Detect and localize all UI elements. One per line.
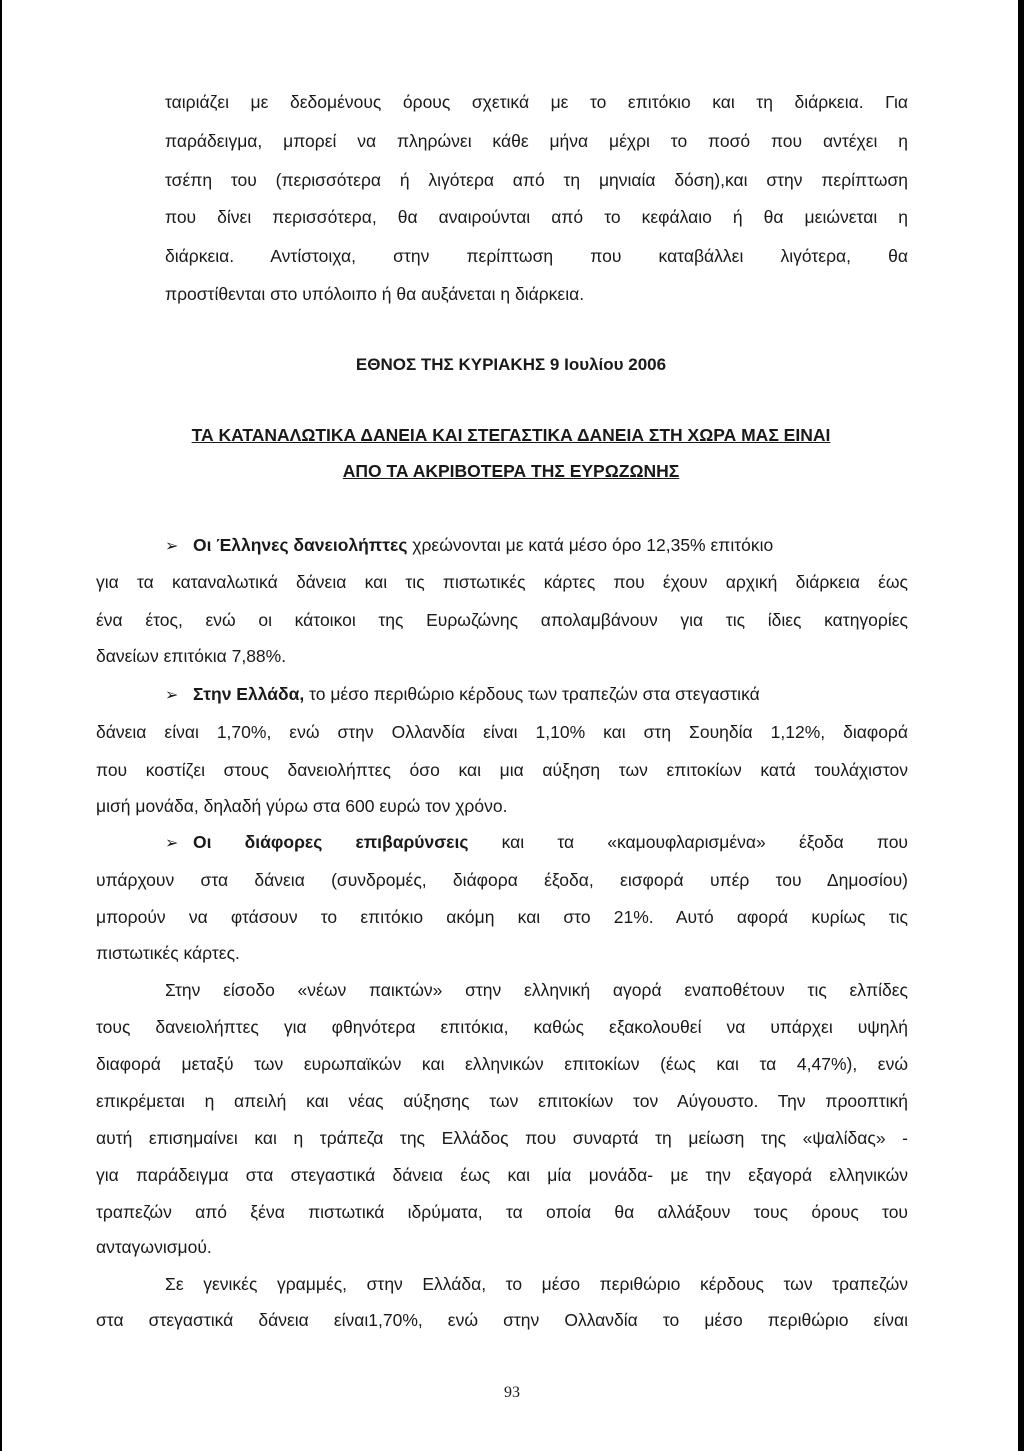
scan-border-left: [0, 0, 2, 1451]
intro-line: τσέπη του (περισσότερα ή λιγότερα από τη μηνιαία δόση),και στην περίπτωση: [165, 170, 908, 190]
intro-line: παράδειγμα, μπορεί να πληρώνει κάθε μήνα μέχρι το ποσό που αντέχει η: [165, 131, 908, 151]
bullet-line: μισή μονάδα, δηλαδή γύρω στα 600 ευρώ τον χρόνο.: [96, 796, 508, 816]
paragraph-line: τραπεζών από ξένα πιστωτικά ιδρύματα, τα οποία θα αλλάξουν τους όρους του: [96, 1202, 908, 1222]
headline-line-1: ΤΑ ΚΑΤΑΝΑΛΩΤΙΚΑ ΔΑΝΕΙΑ ΚΑΙ ΣΤΕΓΑΣΤΙΚΑ ΔΑΝΕΙΑ ΣΤΗ ΧΩΡΑ ΜΑΣ ΕΙΝΑΙ: [191, 425, 831, 445]
paragraph-line: επικρέμεται η απειλή και νέας αύξησης των επιτοκίων τον Αύγουστο. Την προοπτική: [96, 1091, 908, 1111]
bullet-line: δανείων επιτόκια 7,88%.: [96, 646, 287, 666]
paragraph-line: ανταγωνισμού.: [96, 1237, 212, 1257]
source-line: ΕΘΝΟΣ ΤΗΣ ΚΥΡΙΑΚΗΣ 9 Ιουλίου 2006: [355, 355, 667, 374]
bullet-item-first-line: [165, 534, 773, 558]
page-number: 93: [504, 1384, 520, 1401]
intro-line: που δίνει περισσότερα, θα αναιρούνται από το κεφάλαιο ή θα μειώνεται η: [165, 207, 908, 227]
bullet-line: που κοστίζει στους δανειολήπτες όσο και μια αύξηση των επιτοκίων κατά τουλάχιστον: [96, 760, 908, 780]
paragraph-line: Σε γενικές γραμμές, στην Ελλάδα, το μέσο περιθώριο κέρδους των τραπεζών: [165, 1274, 908, 1294]
bullet-line: για τα καταναλωτικά δάνεια και τις πιστωτικές κάρτες που έχουν αρχική διάρκεια έως: [96, 572, 908, 592]
intro-line: ταιριάζει με δεδομένους όρους σχετικά με το επιτόκιο και τη διάρκεια. Για: [165, 92, 908, 112]
bullet-bold-phrase: Στην Ελλάδα,: [193, 684, 305, 704]
bullet-bold-phrase: Οι διάφορες επιβαρύνσεις: [193, 832, 469, 852]
bullet-item-first-line: [165, 683, 760, 707]
headline-line-2: ΑΠΟ ΤΑ ΑΚΡΙΒΟΤΕΡΑ ΤΗΣ ΕΥΡΩΖΩΝΗΣ: [342, 461, 680, 481]
intro-line: διάρκεια. Αντίστοιχα, στην περίπτωση που καταβάλλει λιγότερα, θα: [165, 246, 908, 266]
bullet-text: το μέσο περιθώριο κέρδους των τραπεζών στα στεγαστικά: [304, 684, 760, 704]
paragraph-line: στα στεγαστικά δάνεια είναι1,70%, ενώ στην Ολλανδία το μέσο περιθώριο είναι: [96, 1310, 908, 1330]
bullet-line: δάνεια είναι 1,70%, ενώ στην Ολλανδία είναι 1,10% και στη Σουηδία 1,12%, διαφορά: [96, 722, 908, 742]
paragraph-line: διαφορά μεταξύ των ευρωπαϊκών και ελληνικών επιτοκίων (έως και τα 4,47%), ενώ: [96, 1054, 908, 1074]
bullet-bold-phrase: Οι Έλληνες δανειολήπτες: [193, 535, 408, 555]
bullet-line: πιστωτικές κάρτες.: [96, 943, 240, 963]
paragraph-line: για παράδειγμα στα στεγαστικά δάνεια έως και μία μονάδα- με την εξαγορά ελληνικών: [96, 1165, 908, 1185]
scan-border-right: [1018, 0, 1024, 1451]
paragraph-line: Στην είσοδο «νέων παικτών» στην ελληνική αγορά εναποθέτουν τις ελπίδες: [165, 980, 908, 1000]
arrow-bullet-icon: ➢: [165, 835, 179, 852]
bullet-text: χρεώνονται με κατά μέσο όρο 12,35% επιτόκιο: [407, 535, 774, 555]
arrow-bullet-icon: ➢: [165, 538, 179, 555]
bullet-line: ένα έτος, ενώ οι κάτοικοι της Ευρωζώνης απολαμβάνουν για τις ίδιες κατηγορίες: [96, 610, 908, 630]
bullet-line: μπορούν να φτάσουν το επιτόκιο ακόμη και στο 21%. Αυτό αφορά κυρίως τις: [96, 907, 908, 927]
arrow-bullet-icon: ➢: [165, 687, 179, 704]
bullet-item-first-line: [165, 831, 908, 855]
paragraph-line: αυτή επισημαίνει και η τράπεζα της Ελλάδος που συναρτά τη μείωση της «ψαλίδας» -: [96, 1128, 908, 1148]
intro-line: προστίθενται στο υπόλοιπο ή θα αυξάνεται η διάρκεια.: [165, 284, 585, 304]
paragraph-line: τους δανειολήπτες για φθηνότερα επιτόκια, καθώς εξακολουθεί να υπάρχει υψηλή: [96, 1017, 908, 1037]
bullet-line: υπάρχουν στα δάνεια (συνδρομές, διάφορα έξοδα, εισφορά υπέρ του Δημοσίου): [96, 870, 908, 890]
bullet-text: και τα «καμουφλαρισμένα» έξοδα που: [468, 832, 908, 852]
